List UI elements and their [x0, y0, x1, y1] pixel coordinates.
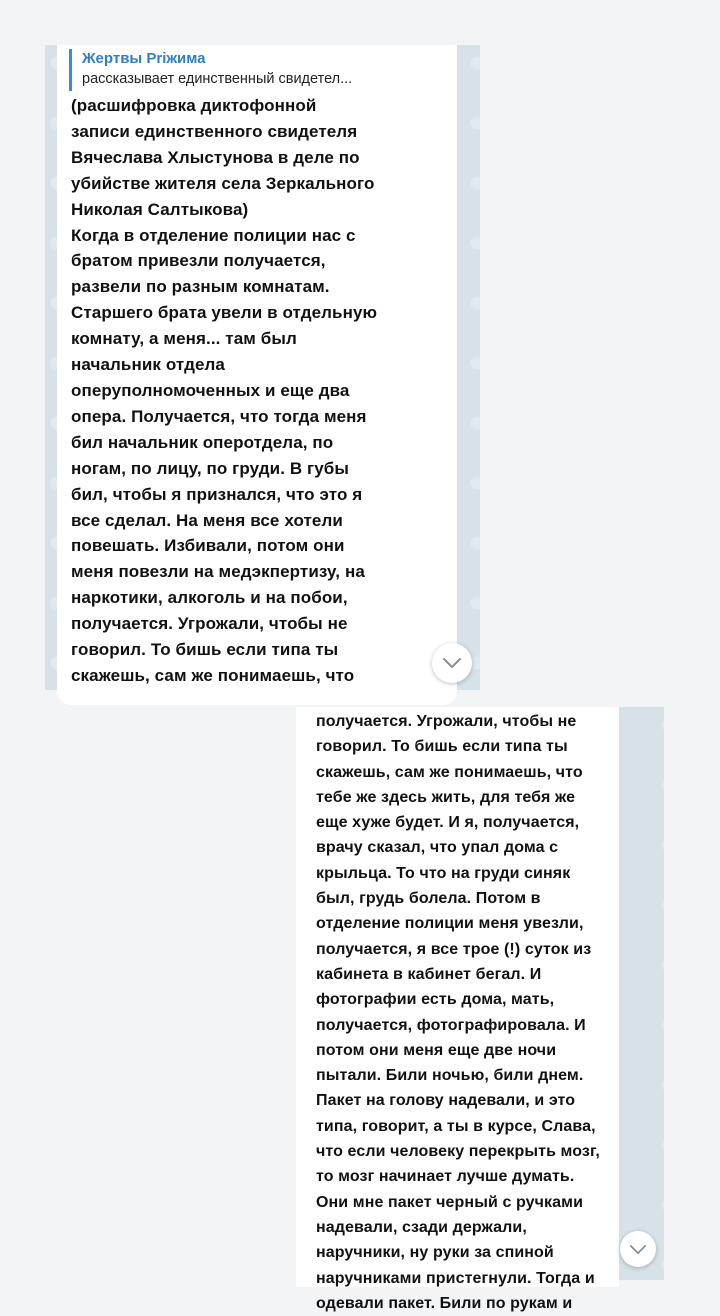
reply-preview[interactable]	[69, 49, 462, 91]
chat-screenshot-2	[296, 707, 664, 1312]
chat-screenshot-1	[45, 45, 480, 690]
message-text: (расшифровка диктофонной записи единственного свидетеля Вячеслава Хлыстунова в деле по убийстве жителя села Зеркального Николая Салтыкова) Когда в отделение полиции нас с братом привезли получается, развели по разным комнатам. Старшего брата увели в отдельную комнату, а меня... там был начальник отдела оперуполномоченных и еще два опера. Получается, что тогда меня бил начальник оперотдела, по ногам, по лицу, по груди. В губы бил, чтобы я признался, что это я все сделал. На меня все хотели повешать. Избивали, потом они меня повезли на медэкпертизу, на наркотики, алкоголь и на побои, получается. Угрожали, чтобы не говорил. То бишь если типа ты скажешь, сам же понимаешь, что	[71, 96, 378, 685]
message-bubble[interactable]	[296, 707, 619, 1312]
chevron-down-icon	[442, 657, 462, 669]
chevron-down-icon	[629, 1244, 647, 1255]
scroll-down-button[interactable]	[432, 643, 472, 683]
reply-author: Жертвы Prіжима	[82, 50, 206, 67]
reply-snippet: рассказывает единственный свидетел...	[82, 71, 353, 87]
message-bubble[interactable]	[57, 45, 457, 705]
scroll-down-button[interactable]	[620, 1231, 656, 1267]
message-text: получается. Угрожали, чтобы не говорил. То бишь если типа ты скажешь, сам же понимаешь, что тебе же здесь жить, для тебя же еще хуже будет. И я, получается, врачу сказал, что упал дома с крыльца. То что на груди синяк был, грудь болела. Потом в отделение полиции меня увезли, получается, я все трое (!) суток из кабинета в кабинет бегал. И фотографии есть дома, мать, получается, фотографировала. И потом они меня еще две ночи пытали. Били ночью, били днем. Пакет на голову надевали, и это типа, говорит, а ты в курсе, Слава, что если человеку перекрыть мозг, то мозг начинает лучше думать. Они мне пакет черный с ручками надевали, сзади держали, наручники, ну руки за спиной наручниками пристегнули. Тогда и одевали пакет. Били по рукам и	[316, 713, 600, 1312]
